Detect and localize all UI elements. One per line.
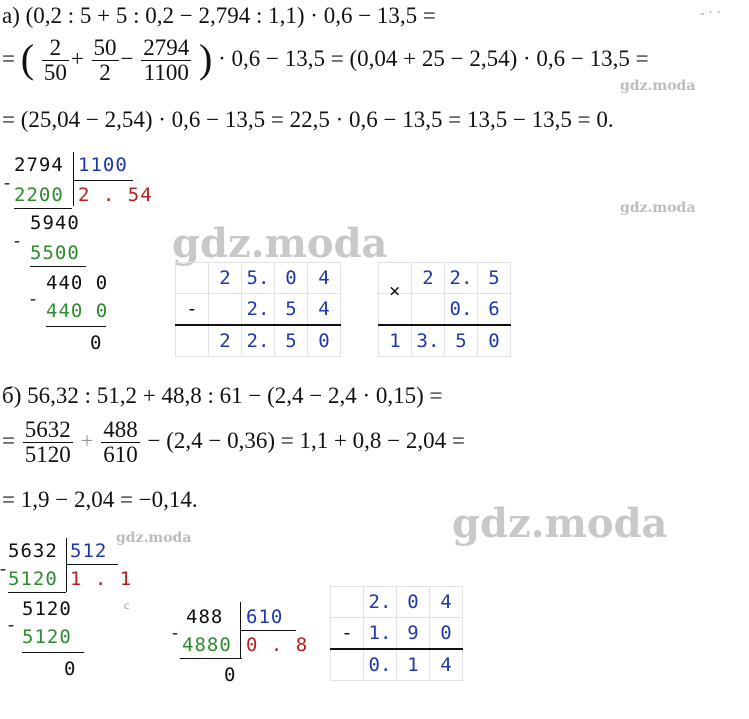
- multiplication-table-a: [378, 262, 511, 357]
- minus-sign: -: [8, 614, 14, 634]
- table-cell: 2: [412, 263, 445, 294]
- table-cell: 3.: [412, 325, 445, 357]
- equals-sign: =: [2, 427, 15, 453]
- part-b-line-1: б) 56,32 : 51,2 + 48,8 : 61 − (2,4 − 2,4 · 0,15) =: [2, 383, 443, 408]
- fraction-5632-5120: [23, 418, 73, 467]
- table-row: [331, 587, 463, 618]
- table-cell: 2: [209, 263, 242, 294]
- division-sub-1: 5120: [8, 568, 58, 590]
- division-sub-3: 440 0: [46, 300, 109, 322]
- division-sub-2: 5500: [30, 242, 80, 264]
- minus-sign: -: [172, 622, 178, 642]
- table-cell: 2.: [242, 294, 275, 326]
- division-quotient: 1 . 1: [70, 568, 133, 590]
- table-cell: 1: [397, 649, 430, 681]
- fraction-50-2: [92, 36, 119, 85]
- corner-dots: - · ·: [700, 6, 721, 21]
- table-cell: 0: [275, 263, 308, 294]
- minus-sign: -: [0, 558, 6, 578]
- table-cell: 5.: [242, 263, 275, 294]
- division-bar: [73, 152, 74, 206]
- table-cell: 0.: [445, 294, 478, 326]
- table-cell: 4: [430, 587, 463, 618]
- table-cell: 0: [478, 325, 511, 357]
- table-cell: 1.: [364, 618, 397, 650]
- table-cell: [412, 294, 445, 326]
- division-line: [22, 652, 84, 653]
- part-a-line-2-tail: · 0,6 − 13,5 = (0,04 + 25 − 2,54) · 0,6 − 13,5 =: [218, 45, 649, 71]
- fraction-2794-1100: [141, 36, 191, 85]
- division-divisor: 1100: [78, 154, 128, 176]
- fraction-denominator: 50: [43, 60, 67, 86]
- table-cell: 0: [430, 618, 463, 650]
- table-cell: 6: [478, 294, 511, 326]
- fraction-numerator: 488: [103, 417, 138, 442]
- fraction-numerator: 2: [42, 36, 69, 61]
- table-row: [176, 263, 341, 294]
- fraction-488-610: [101, 418, 140, 467]
- division-line: [46, 326, 106, 327]
- subtraction-table-a: [175, 262, 341, 357]
- quotient-line: [240, 630, 296, 631]
- table-cell: 4: [308, 263, 341, 294]
- table-cell: [331, 649, 364, 681]
- table-cell: 4: [430, 649, 463, 681]
- part-b-line-2-tail: − (2,4 − 0,36) = 1,1 + 0,8 − 2,04 =: [147, 427, 465, 453]
- division-dividend: 488: [186, 606, 224, 628]
- table-row: [379, 294, 511, 326]
- watermark: gdz.moda: [620, 200, 696, 216]
- table-cell: [331, 587, 364, 618]
- fraction-denominator: 610: [103, 442, 138, 468]
- table-cell: [176, 263, 209, 294]
- table-cell: [176, 325, 209, 357]
- table-row: [176, 325, 341, 357]
- part-a-line-2: = ( $\frac{2}{50}$ + $\frac{50}{2}$ − $\frac{2794}{1100}$ ) · 0,6 − 13,5 = (0,04 + 25 − 2,54) · 0,6 − 13,5 =: [2, 35, 649, 86]
- fraction-numerator: 2794: [143, 35, 190, 60]
- watermark: gdz.moda: [620, 78, 696, 94]
- table-cell: 4: [308, 294, 341, 326]
- table-row: [176, 294, 341, 326]
- division-quotient: 2 . 54: [78, 184, 153, 206]
- quotient-line: [66, 564, 118, 565]
- table-cell: 0.: [364, 649, 397, 681]
- open-paren: (: [20, 35, 35, 81]
- watermark-large: gdz.moda: [452, 500, 668, 547]
- table-cell: [379, 280, 412, 326]
- table-row: [331, 618, 463, 650]
- minus-sign: -: [14, 230, 20, 250]
- quotient-line: [73, 180, 133, 181]
- table-cell: 5: [275, 325, 308, 357]
- plus-sign: +: [80, 427, 94, 453]
- part-a-line-1: а) (0,2 : 5 + 5 : 0,2 − 2,794 : 1,1) · 0,6 − 13,5 =: [2, 3, 436, 28]
- division-line: [180, 658, 242, 659]
- table-cell: 9: [397, 618, 430, 650]
- division-line: [30, 266, 86, 267]
- minus-sign: -: [30, 288, 36, 308]
- table-cell: [209, 294, 242, 326]
- table-row: [331, 649, 463, 681]
- division-divisor: 512: [70, 540, 108, 562]
- table-cell: 2: [209, 325, 242, 357]
- table-cell: 5: [445, 325, 478, 357]
- division-dividend: 5632: [8, 540, 58, 562]
- division-sub-1: 2200: [14, 184, 64, 206]
- watermark: gdz.moda: [116, 530, 192, 546]
- table-cell: 2.: [445, 263, 478, 294]
- fraction-denominator: 2: [99, 60, 111, 86]
- equals-sign: =: [2, 45, 15, 71]
- minus-sign: -: [331, 618, 364, 650]
- close-paren: ): [199, 35, 213, 81]
- division-quotient: 0 . 8: [246, 634, 309, 656]
- fraction-denominator: 5120: [24, 442, 71, 468]
- table-cell: 2.: [242, 325, 275, 357]
- fraction-denominator: 1100: [143, 60, 189, 86]
- stray-mark: c: [124, 598, 130, 612]
- division-rem-2: 440 0: [46, 272, 109, 294]
- division-dividend: 2794: [14, 154, 64, 176]
- table-row: [379, 325, 511, 357]
- division-final: 0: [224, 664, 237, 686]
- division-line: [8, 592, 66, 593]
- division-rem-1: 5120: [22, 598, 72, 620]
- division-bar: [66, 538, 67, 592]
- part-b-line-3: = 1,9 − 2,04 = −0,14.: [2, 487, 198, 512]
- fraction-numerator: 5632: [24, 417, 71, 442]
- part-b-line-2: [2, 418, 465, 467]
- division-sub-1: 4880: [182, 634, 232, 656]
- division-line: [14, 208, 72, 209]
- table-cell: 5: [478, 263, 511, 294]
- table-cell: 5: [275, 294, 308, 326]
- part-a-line-3: = (25,04 − 2,54) · 0,6 − 13,5 = 22,5 · 0,6 − 13,5 = 13,5 − 13,5 = 0.: [2, 107, 614, 132]
- watermark-large: gdz.moda: [172, 220, 388, 267]
- division-sub-2: 5120: [22, 626, 72, 648]
- minus-sign: -: [176, 294, 209, 326]
- division-final: 0: [64, 658, 77, 680]
- fraction-numerator: 50: [93, 35, 117, 60]
- fraction-2-50: [42, 36, 69, 85]
- table-cell: 0: [308, 325, 341, 357]
- multiply-sign: ×: [389, 280, 401, 302]
- table-cell: 0: [397, 587, 430, 618]
- division-rem-1: 5940: [30, 212, 80, 234]
- division-divisor: 610: [246, 606, 284, 628]
- table-cell: 1: [379, 325, 412, 357]
- subtraction-table-b: [330, 586, 463, 681]
- table-cell: 2.: [364, 587, 397, 618]
- minus-sign: -: [4, 172, 10, 192]
- division-final: 0: [90, 332, 103, 354]
